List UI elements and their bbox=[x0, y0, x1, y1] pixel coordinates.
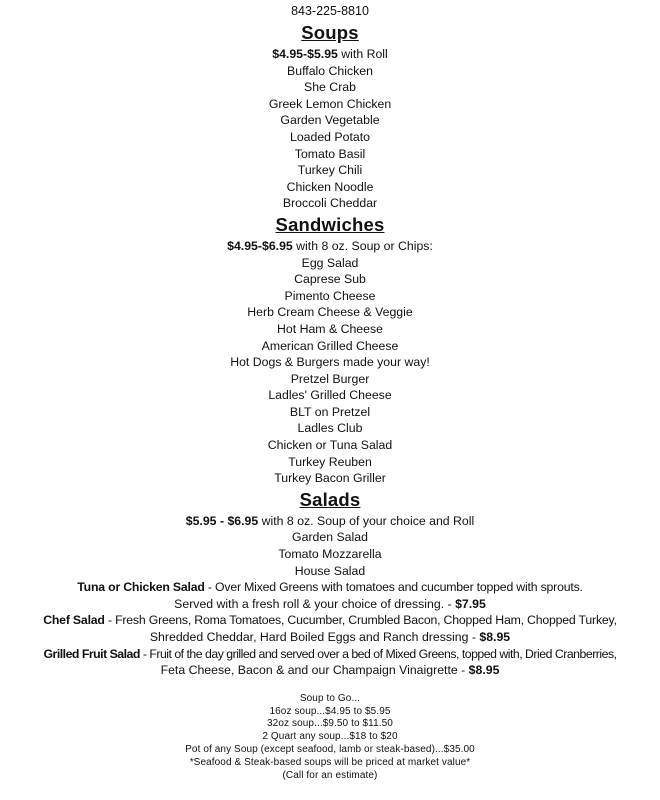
menu-item bbox=[0, 63, 660, 80]
menu-item bbox=[0, 321, 660, 338]
soup-to-go-note bbox=[0, 693, 660, 783]
bold-text: $4.95-$6.95 bbox=[227, 238, 293, 253]
section-title-salads: Salads bbox=[299, 488, 361, 510]
menu-item bbox=[0, 404, 660, 421]
soup-to-go-lines bbox=[0, 693, 660, 783]
text: Garden Vegetable bbox=[280, 113, 380, 128]
text: House Salad bbox=[294, 563, 366, 578]
menu-item bbox=[0, 546, 660, 563]
menu-item bbox=[0, 354, 660, 371]
text: She Crab bbox=[304, 80, 356, 95]
section-soups bbox=[0, 20, 660, 212]
text: *Seafood & Steak-based soups will be priced at market value* bbox=[189, 756, 471, 768]
section-items-soups bbox=[0, 63, 660, 212]
footer-line bbox=[0, 731, 660, 744]
menu-item bbox=[0, 470, 660, 487]
menu-item bbox=[0, 129, 660, 146]
menu-item bbox=[0, 338, 660, 355]
phone-number: 843-225-8810 bbox=[291, 4, 369, 18]
text: Herb Cream Cheese & Veggie bbox=[247, 305, 413, 320]
price-line-sandwiches bbox=[0, 238, 660, 255]
menu-item bbox=[0, 271, 660, 288]
text: - Fresh Greens, Roma Tomatoes, Cucumber, Crumbled Bacon, Chopped Ham, Chopped Turkey, bbox=[104, 613, 617, 628]
menu-item bbox=[0, 596, 660, 613]
bold-text: Grilled Fruit Salad bbox=[43, 646, 140, 661]
text: Hot Dogs & Burgers made your way! bbox=[230, 355, 430, 370]
text: Tomato Basil bbox=[294, 146, 366, 161]
menu-item bbox=[0, 371, 660, 388]
text: 16oz soup...$4.95 to $5.95 bbox=[269, 705, 391, 717]
text: - Over Mixed Greens with tomatoes and cucumber topped with sprouts. bbox=[204, 580, 583, 595]
menu-item bbox=[0, 79, 660, 96]
text: Loaded Potato bbox=[289, 129, 370, 144]
section-sandwiches bbox=[0, 212, 660, 487]
menu-item bbox=[0, 437, 660, 454]
text: with 8 oz. Soup of your choice and Roll bbox=[258, 513, 475, 528]
text: Shredded Cheddar, Hard Boiled Eggs and Ranch dressing - bbox=[149, 630, 480, 644]
menu-item bbox=[0, 112, 660, 129]
menu-item bbox=[0, 529, 660, 546]
price-line-soups bbox=[0, 46, 660, 63]
text: with Roll bbox=[337, 47, 388, 61]
section-salads bbox=[0, 487, 660, 679]
menu-item bbox=[0, 162, 660, 179]
bold-text: $8.95 bbox=[468, 663, 500, 678]
bold-text: Chef Salad bbox=[43, 613, 105, 628]
text: American Grilled Cheese bbox=[261, 338, 399, 353]
text: Ladles Club bbox=[297, 421, 363, 436]
text: Egg Salad bbox=[301, 255, 359, 270]
bold-text: $4.95-$5.95 bbox=[272, 47, 338, 61]
menu-item bbox=[0, 454, 660, 471]
menu-item bbox=[0, 288, 660, 305]
section-items-salads bbox=[0, 529, 660, 678]
text: Buffalo Chicken bbox=[287, 63, 373, 78]
footer-line bbox=[0, 744, 660, 757]
text: Turkey Reuben bbox=[288, 454, 372, 469]
text: Pot of any Soup (except seafood, lamb or steak-based)...$35.00 bbox=[185, 743, 475, 755]
text: Hot Ham & Cheese bbox=[277, 321, 383, 336]
text: (Call for an estimate) bbox=[282, 769, 378, 781]
text: Chicken Noodle bbox=[286, 179, 374, 194]
text: BLT on Pretzel bbox=[289, 404, 371, 419]
text: Ladles' Grilled Cheese bbox=[268, 388, 392, 403]
menu-item bbox=[0, 612, 660, 629]
price-line-salads bbox=[0, 513, 660, 530]
section-items-sandwiches bbox=[0, 255, 660, 487]
menu-item bbox=[0, 195, 660, 212]
menu-item bbox=[0, 579, 660, 596]
menu-item bbox=[0, 96, 660, 113]
footer-line bbox=[0, 693, 660, 706]
text: 32oz soup...$9.50 to $11.50 bbox=[267, 718, 393, 730]
menu-item bbox=[0, 629, 660, 646]
menu-item bbox=[0, 662, 660, 679]
text: Greek Lemon Chicken bbox=[268, 96, 392, 111]
text: - Fruit of the day grilled and served over a bed of Mixed Greens, topped with, Dried Cranberries, bbox=[139, 646, 617, 661]
footer-line bbox=[0, 706, 660, 719]
footer-line bbox=[0, 718, 660, 731]
footer-line bbox=[0, 757, 660, 770]
bold-text: $8.95 bbox=[479, 630, 511, 644]
menu-item bbox=[0, 304, 660, 321]
text: Served with a fresh roll & your choice of dressing. - bbox=[174, 596, 456, 611]
menu-item bbox=[0, 420, 660, 437]
text: Pretzel Burger bbox=[290, 371, 370, 386]
menu-item bbox=[0, 255, 660, 272]
bold-text: $5.95 - $6.95 bbox=[185, 513, 259, 528]
text: Garden Salad bbox=[292, 530, 368, 545]
text: Turkey Bacon Griller bbox=[274, 471, 386, 486]
text: with 8 oz. Soup or Chips: bbox=[292, 238, 433, 253]
menu-item bbox=[0, 387, 660, 404]
text: Broccoli Cheddar bbox=[282, 196, 378, 211]
text: Feta Cheese, Bacon & and our Champaign Vinaigrette - bbox=[160, 663, 469, 678]
bold-text: Tuna or Chicken Salad bbox=[77, 580, 205, 595]
menu-item bbox=[0, 646, 660, 663]
menu-item bbox=[0, 179, 660, 196]
text: Soup to Go... bbox=[299, 692, 361, 704]
text: Chicken or Tuna Salad bbox=[267, 438, 393, 453]
section-title-soups: Soups bbox=[301, 22, 359, 43]
bold-text: $7.95 bbox=[455, 596, 486, 611]
text: 2 Quart any soup...$18 to $20 bbox=[262, 731, 398, 743]
menu-item bbox=[0, 563, 660, 580]
menu-item bbox=[0, 146, 660, 163]
text: Turkey Chili bbox=[297, 163, 363, 178]
text: Tomato Mozzarella bbox=[278, 547, 382, 562]
text: Pimento Cheese bbox=[284, 288, 376, 303]
footer-line bbox=[0, 770, 660, 783]
text: Caprese Sub bbox=[294, 272, 366, 287]
section-title-sandwiches: Sandwiches bbox=[275, 213, 385, 235]
